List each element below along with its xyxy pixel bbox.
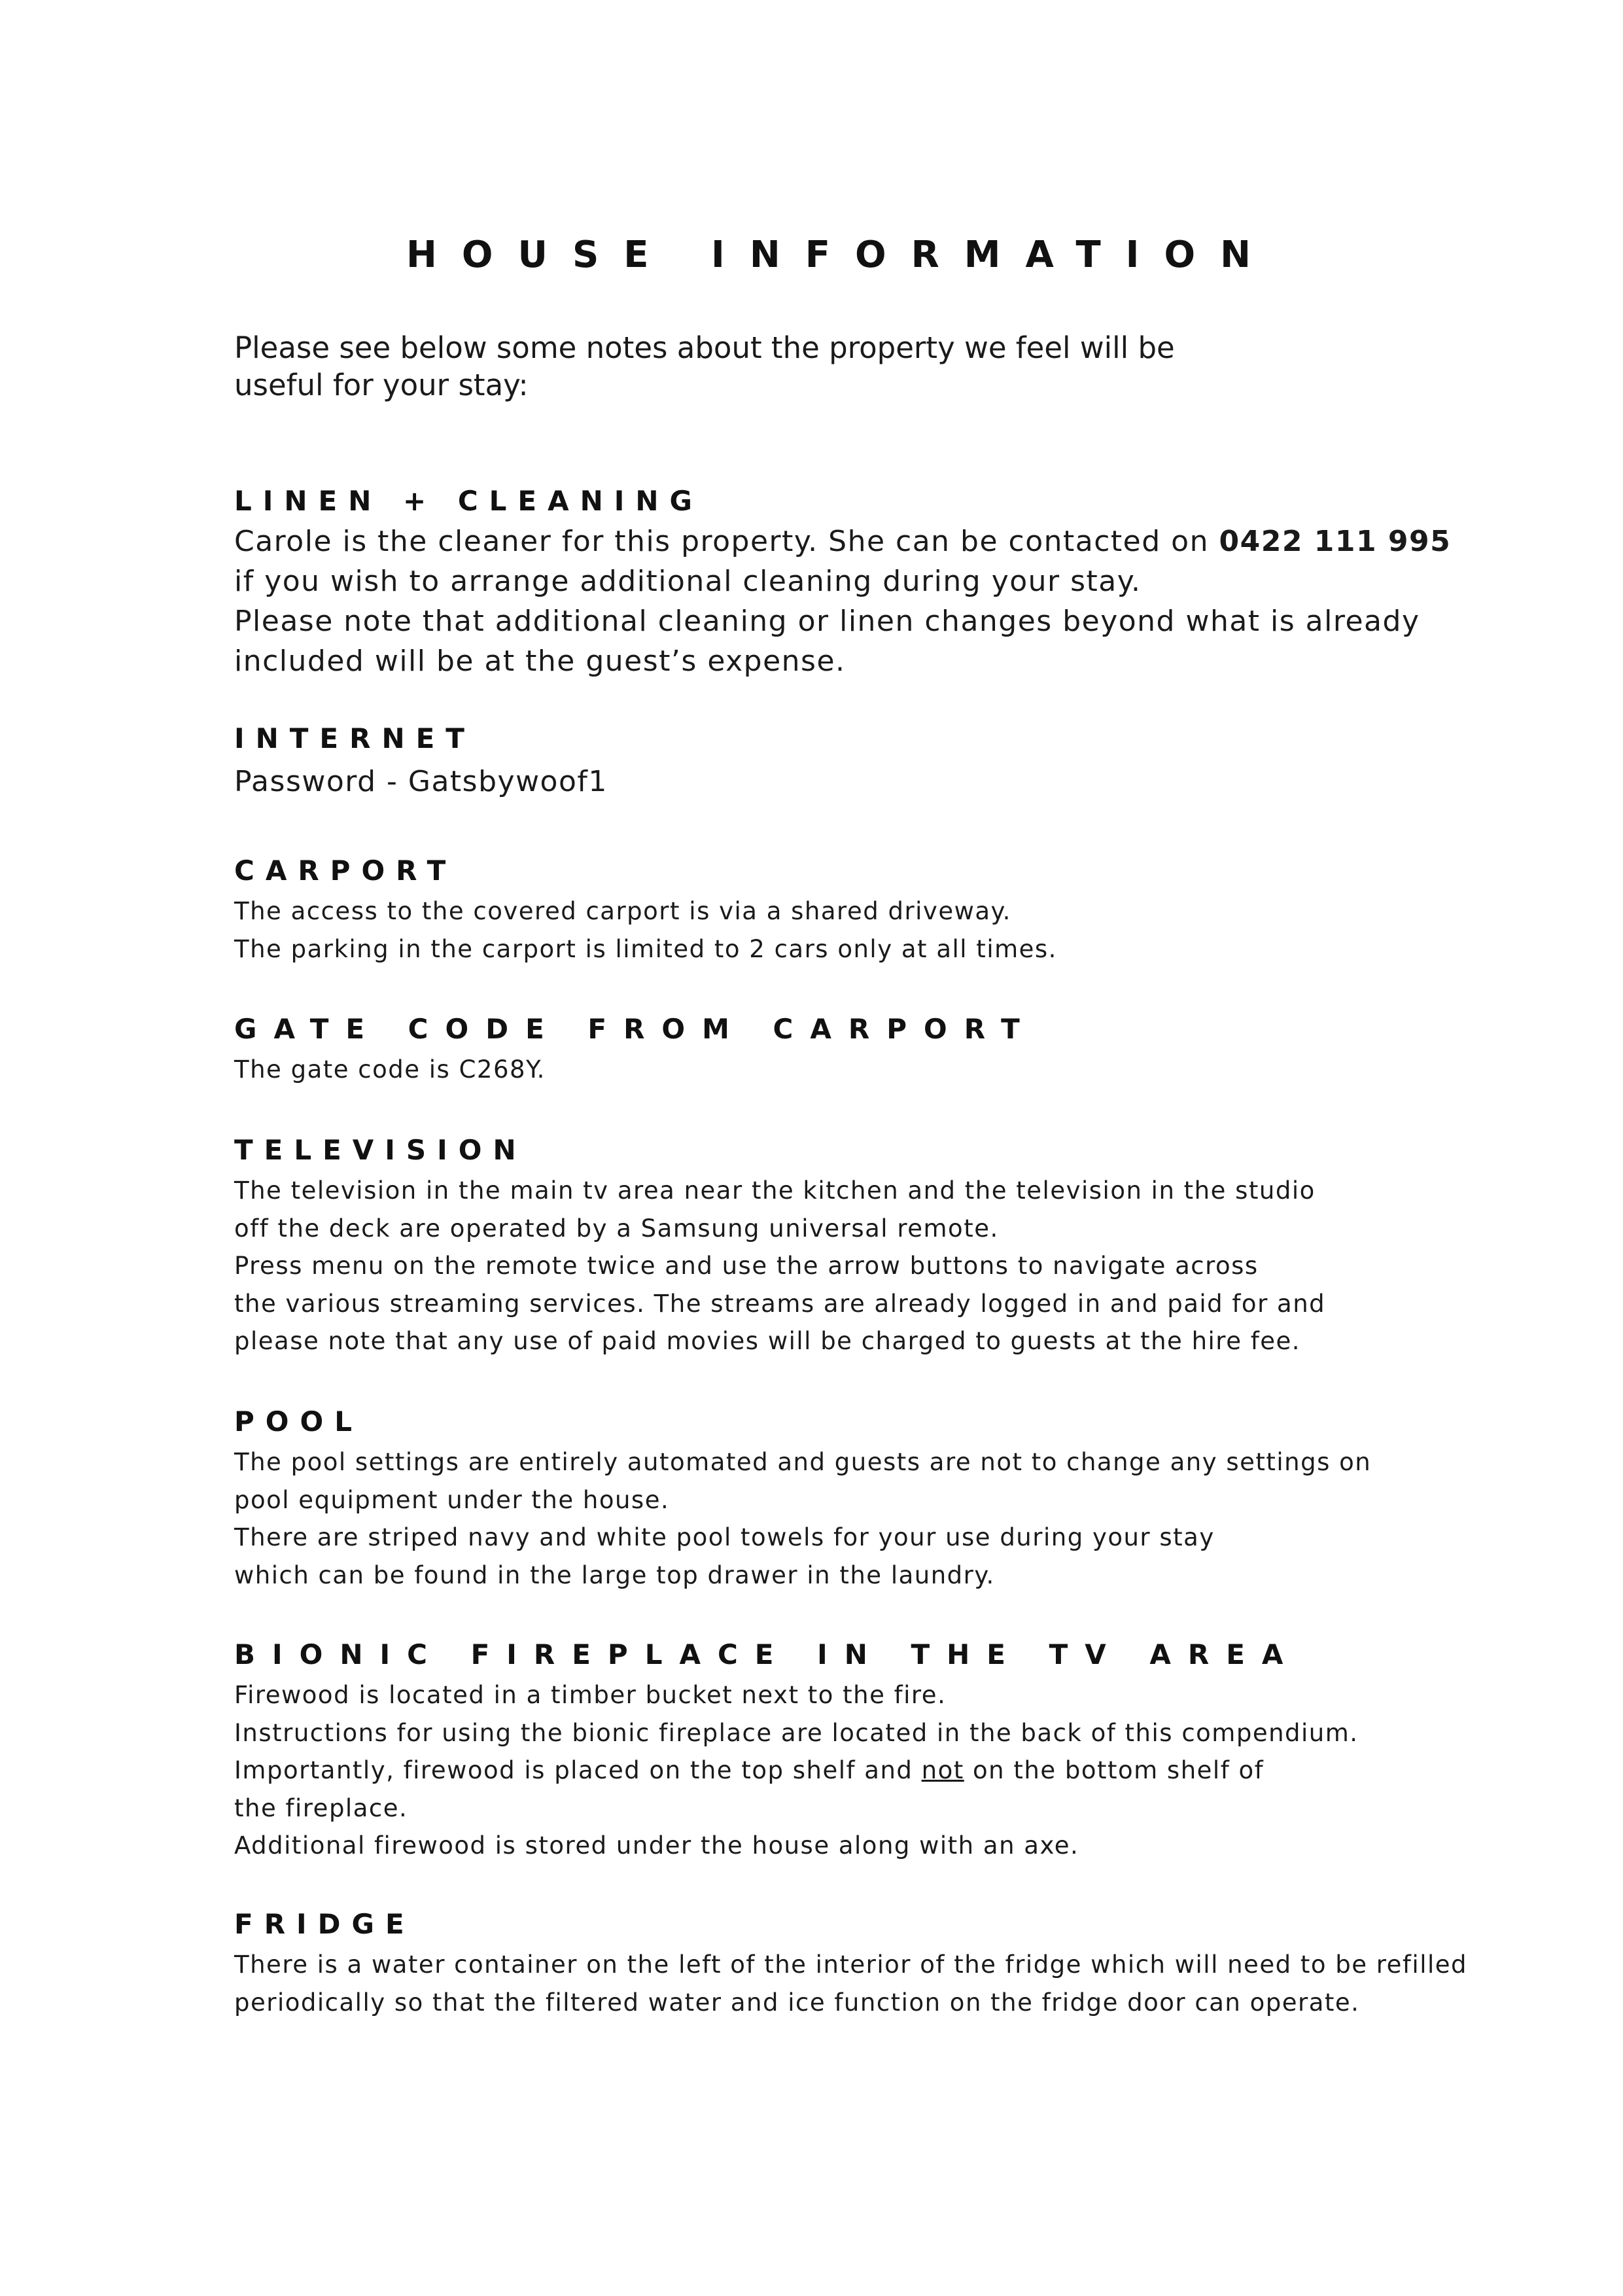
body-line: Please note that additional cleaning or linen changes beyond what is already [234, 605, 1420, 638]
body-line: Instructions for using the bionic fireplace are located in the back of this compendium. [234, 1718, 1359, 1747]
section-body [234, 521, 1543, 681]
firewood-placement-line [234, 1752, 1543, 1790]
body-line: pool equipment under the house. [234, 1485, 670, 1514]
cleaner-phone-number: 0422 111 995 [1219, 525, 1452, 558]
body-line: the fireplace. [234, 1793, 408, 1822]
gate-code-line: The gate code is C268Y. [234, 1055, 546, 1084]
body-line: There are striped navy and white pool towels for your use during your stay [234, 1523, 1215, 1551]
section-linen-cleaning [234, 487, 1543, 681]
section-bionic-fireplace [234, 1638, 1543, 1865]
section-gate-code [234, 1013, 1543, 1089]
body-line: periodically so that the filtered water and ice function on the fridge door can operate. [234, 1988, 1360, 2017]
section-body [234, 1946, 1543, 2021]
section-body [234, 762, 1543, 802]
intro-line: Please see below some notes about the property we feel will be [234, 330, 1175, 365]
section-heading: BIONIC FIREPLACE IN THE TV AREA [234, 1638, 1300, 1670]
linen-contact-text: Carole is the cleaner for this property. She can be contacted on [234, 525, 1219, 558]
body-line: The access to the covered carport is via a shared driveway. [234, 897, 1011, 925]
section-carport [234, 857, 1543, 968]
body-line: please note that any use of paid movies will be charged to guests at the hire fee. [234, 1327, 1301, 1355]
section-body [234, 1051, 1543, 1089]
linen-contact-line [234, 521, 1543, 561]
section-heading: FRIDGE [234, 1908, 415, 1940]
intro-line: useful for your stay: [234, 368, 529, 402]
section-heading: INTERNET [234, 722, 476, 754]
page-title: HOUSE INFORMATION [406, 234, 1276, 276]
firewood-placement-text-end: on the bottom shelf of [964, 1756, 1265, 1784]
body-line: There is a water container on the left of the interior of the fridge which will need to be refilled [234, 1951, 1468, 1979]
section-body [234, 1443, 1543, 1594]
section-pool [234, 1405, 1543, 1594]
body-line: if you wish to arrange additional cleaning during your stay. [234, 565, 1142, 598]
section-fridge [234, 1908, 1543, 2021]
body-line: The pool settings are entirely automated and guests are not to change any settings on [234, 1448, 1372, 1476]
section-internet [234, 722, 1543, 802]
section-heading: CARPORT [234, 855, 457, 887]
section-body [234, 892, 1543, 968]
section-heading: LINEN + CLEANING [234, 485, 703, 517]
emphasis-not: not [921, 1756, 964, 1784]
body-line: Additional firewood is stored under the house along with an axe. [234, 1831, 1079, 1860]
section-heading: POOL [234, 1405, 363, 1438]
body-line: included will be at the guest’s expense. [234, 645, 846, 678]
intro-paragraph [234, 329, 1510, 404]
section-heading: GATE CODE FROM CARPORT [234, 1013, 1037, 1045]
body-line: off the deck are operated by a Samsung universal remote. [234, 1214, 999, 1243]
body-line: the various streaming services. The streams are already logged in and paid for and [234, 1289, 1326, 1318]
body-line: The television in the main tv area near the kitchen and the television in the studio [234, 1176, 1316, 1205]
body-line: Press menu on the remote twice and use the arrow buttons to navigate across [234, 1252, 1259, 1280]
wifi-password: Password - Gatsbywoof1 [234, 765, 608, 798]
firewood-placement-text: Importantly, firewood is placed on the top shelf and [234, 1756, 922, 1784]
section-body [234, 1172, 1543, 1360]
body-line: The parking in the carport is limited to 2 cars only at all times. [234, 934, 1057, 963]
section-heading: TELEVISION [234, 1134, 527, 1166]
body-line: Firewood is located in a timber bucket next to the fire. [234, 1681, 947, 1709]
body-line: which can be found in the large top drawer in the laundry. [234, 1561, 995, 1589]
section-television [234, 1134, 1543, 1360]
section-body [234, 1676, 1543, 1865]
